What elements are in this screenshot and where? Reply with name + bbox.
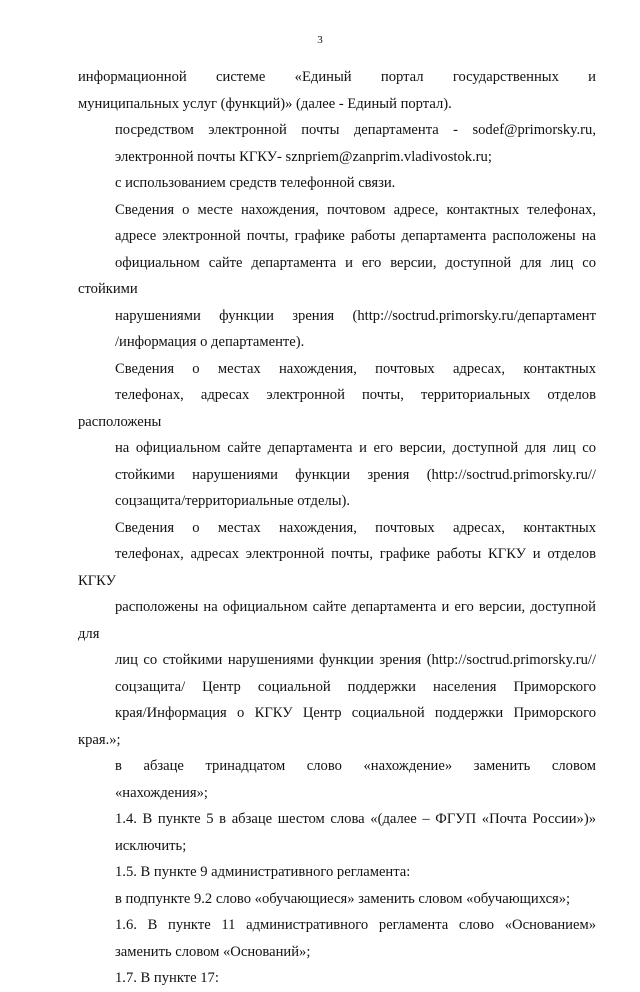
paragraph bbox=[78, 886, 596, 913]
text-line: на официальном сайте департамента и его версии, доступной для лиц со bbox=[115, 440, 596, 456]
paragraph bbox=[78, 356, 596, 515]
paragraph bbox=[78, 859, 596, 886]
text-line: заменить словом «Оснований»; bbox=[115, 943, 311, 960]
paragraph bbox=[78, 806, 596, 859]
paragraph bbox=[78, 965, 596, 992]
text-line: официальном сайте департамента и его версии, доступной для лиц со стойкими bbox=[78, 254, 596, 297]
text-line: лиц со стойкими нарушениями функции зрения (http://soctrud.primorsky.ru// bbox=[115, 652, 596, 668]
document-body bbox=[78, 64, 596, 992]
text-line: Сведения о местах нахождения, почтовых адресах, контактных bbox=[115, 360, 596, 377]
paragraph bbox=[78, 912, 596, 965]
text-line: телефонах, адресах электронной почты, территориальных отделов расположены bbox=[78, 387, 596, 430]
text-line: посредством электронной почты департамента - sodef@primorsky.ru, bbox=[115, 122, 596, 138]
text-line: Сведения о месте нахождения, почтовом адресе, контактных телефонах, bbox=[115, 201, 596, 218]
text-line: муниципальных услуг (функций)» (далее - Единый портал). bbox=[78, 95, 452, 112]
text-line: расположены на официальном сайте департамента и его версии, доступной для bbox=[78, 599, 596, 642]
text-line: Сведения о местах нахождения, почтовых адресах, контактных bbox=[115, 519, 596, 536]
text-line: 1.6. В пункте 11 административного регламента слово «Основанием» bbox=[115, 917, 596, 933]
text-line: с использованием средств телефонной связи. bbox=[115, 175, 396, 191]
paragraph bbox=[78, 197, 596, 356]
text-line: 1.7. В пункте 17: bbox=[115, 970, 219, 986]
page-number: 3 bbox=[317, 34, 323, 46]
text-line: в абзаце тринадцатом слово «нахождение» заменить словом bbox=[115, 758, 596, 774]
text-line: стойкими нарушениями функции зрения (http://soctrud.primorsky.ru// bbox=[115, 466, 596, 483]
text-line: адресе электронной почты, графике работы департамента расположены на bbox=[115, 228, 596, 244]
text-line: соцзащита/территориальные отделы). bbox=[115, 493, 351, 509]
text-line: «нахождения»; bbox=[115, 784, 208, 801]
paragraph bbox=[78, 64, 596, 117]
text-line: /информация о департаменте). bbox=[115, 334, 305, 350]
text-line: 1.5. В пункте 9 административного регламента: bbox=[115, 864, 411, 880]
paragraph bbox=[78, 753, 596, 806]
text-line: информационной системе «Единый портал государственных и bbox=[78, 69, 596, 85]
text-line: телефонах, адресах электронной почты, графике работы КГКУ и отделов КГКУ bbox=[78, 546, 596, 589]
paragraph bbox=[78, 117, 596, 170]
text-line: электронной почты КГКУ- sznpriem@zanprim.vladivostok.ru; bbox=[115, 148, 492, 165]
text-line: исключить; bbox=[115, 837, 187, 854]
paragraph bbox=[78, 515, 596, 754]
text-line: края/Информация о КГКУ Центр социальной поддержки Приморского края.»; bbox=[78, 705, 596, 748]
paragraph bbox=[78, 170, 596, 197]
text-line: нарушениями функции зрения (http://soctrud.primorsky.ru/департамент bbox=[115, 307, 596, 324]
text-line: 1.4. В пункте 5 в абзаце шестом слова «(далее – ФГУП «Почта России»)» bbox=[115, 811, 596, 827]
text-line: соцзащита/ Центр социальной поддержки населения Приморского bbox=[115, 678, 596, 695]
text-line: в подпункте 9.2 слово «обучающиеся» заменить словом «обучающихся»; bbox=[115, 890, 571, 907]
